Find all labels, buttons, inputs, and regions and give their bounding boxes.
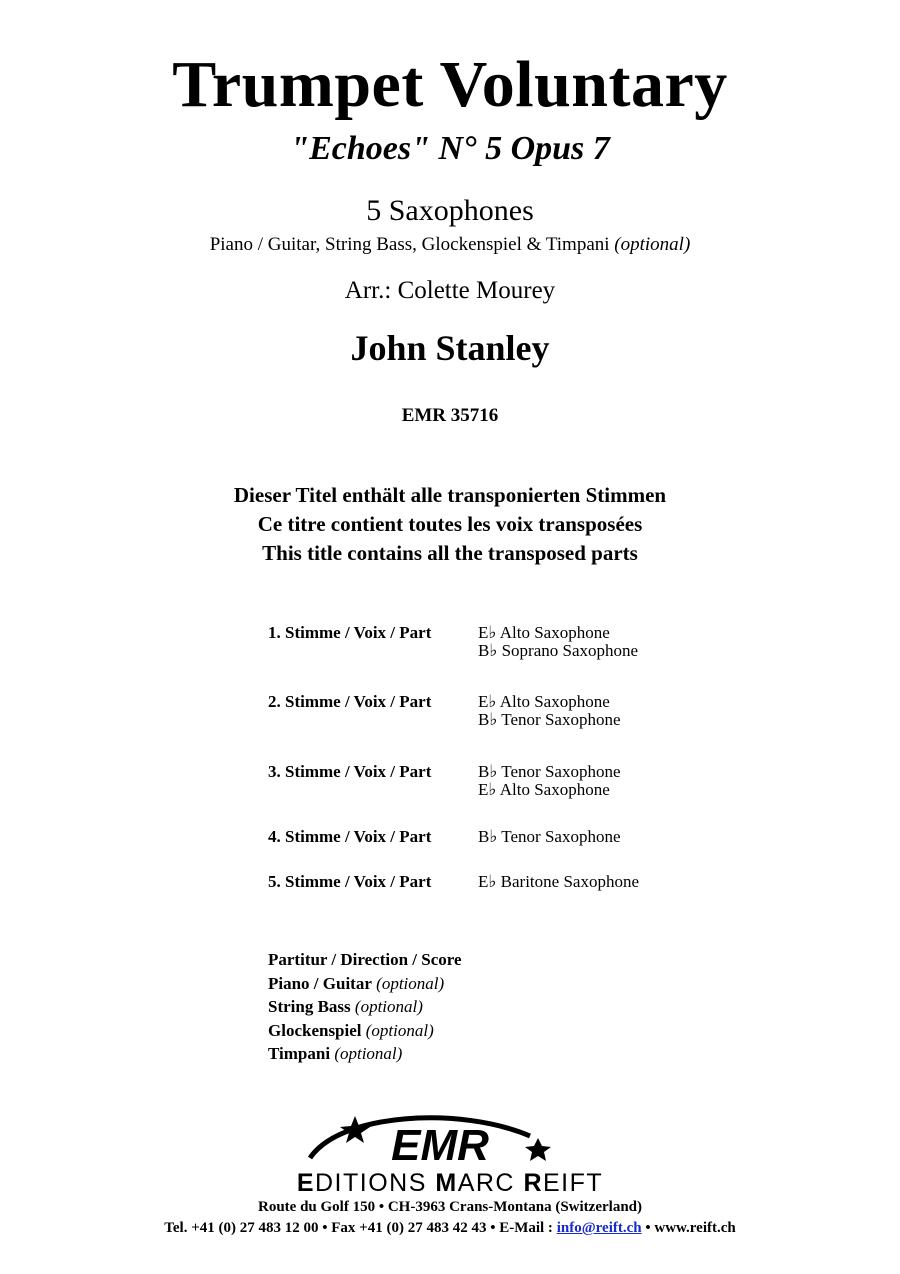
arranger: Arr.: Colette Mourey bbox=[344, 277, 556, 304]
optional-note: (optional) bbox=[365, 1020, 434, 1040]
composer: John Stanley bbox=[350, 328, 550, 368]
email-link[interactable]: info@reift.ch bbox=[556, 1220, 642, 1236]
part-1-label: 1. Stimme / Voix / Part bbox=[268, 623, 432, 642]
piece-title: Trumpet Voluntary bbox=[172, 48, 728, 121]
extra-piano: Piano / Guitar (optional) bbox=[268, 973, 445, 993]
extra-glockenspiel: Glockenspiel (optional) bbox=[268, 1020, 434, 1040]
optional-note: (optional) bbox=[334, 1044, 403, 1063]
part-3-label: 3. Stimme / Voix / Part bbox=[268, 762, 432, 781]
part-5-label: 5. Stimme / Voix / Part bbox=[268, 872, 432, 891]
extra-score: Partitur / Direction / Score bbox=[268, 950, 462, 969]
optional-note: (optional) bbox=[376, 973, 445, 993]
publisher-address: Route du Golf 150 • CH-3963 Crans-Montana (Switzerland) bbox=[258, 1199, 642, 1215]
part-3-instrument-1: B♭ Tenor Saxophone bbox=[478, 762, 621, 781]
accompaniment-text: Piano / Guitar, String Bass, Glockenspiel & Timpani bbox=[209, 234, 610, 255]
emr-logo bbox=[300, 1108, 570, 1178]
logo-text: EMR bbox=[391, 1121, 489, 1170]
extra-bass: String Bass (optional) bbox=[268, 997, 423, 1016]
notice-french: Ce titre contient toutes les voix transposées bbox=[257, 512, 643, 536]
part-2-instrument-2: B♭ Tenor Saxophone bbox=[478, 710, 621, 729]
part-3-instrument-2: E♭ Alto Saxophone bbox=[478, 780, 610, 799]
piece-subtitle: "Echoes" N° 5 Opus 7 bbox=[290, 130, 610, 167]
part-4-label: 4. Stimme / Voix / Part bbox=[268, 827, 432, 846]
part-1-instrument-1: E♭ Alto Saxophone bbox=[478, 623, 610, 642]
optional-note: (optional) bbox=[354, 997, 423, 1016]
extra-timpani: Timpani (optional) bbox=[268, 1044, 403, 1063]
instrumentation-accompaniment bbox=[0, 235, 900, 254]
part-2-label: 2. Stimme / Voix / Part bbox=[268, 692, 432, 711]
publisher-contact: Tel. +41 (0) 27 483 12 00 • Fax +41 (0) 27 483 42 43 • E-Mail : info@reift.ch • www.reift.ch bbox=[164, 1220, 736, 1236]
notice-german: Dieser Titel enthält alle transponierten Stimmen bbox=[233, 483, 667, 507]
part-1-instrument-2: B♭ Soprano Saxophone bbox=[478, 641, 639, 660]
part-2-instrument-1: E♭ Alto Saxophone bbox=[478, 692, 610, 711]
additional-parts-list bbox=[268, 948, 462, 1066]
part-5-instrument-1: E♭ Baritone Saxophone bbox=[478, 872, 639, 891]
logo-star-left bbox=[340, 1116, 370, 1143]
part-4-instrument-1: B♭ Tenor Saxophone bbox=[478, 827, 621, 846]
catalog-number: EMR 35716 bbox=[401, 405, 499, 426]
logo-star-right bbox=[525, 1138, 551, 1161]
publisher-name: EDITIONS MARC REIFT bbox=[296, 1169, 604, 1197]
instrumentation-main: 5 Saxophones bbox=[366, 194, 534, 227]
accompaniment-optional-note: (optional) bbox=[614, 234, 691, 255]
notice-english: This title contains all the transposed parts bbox=[262, 541, 638, 565]
